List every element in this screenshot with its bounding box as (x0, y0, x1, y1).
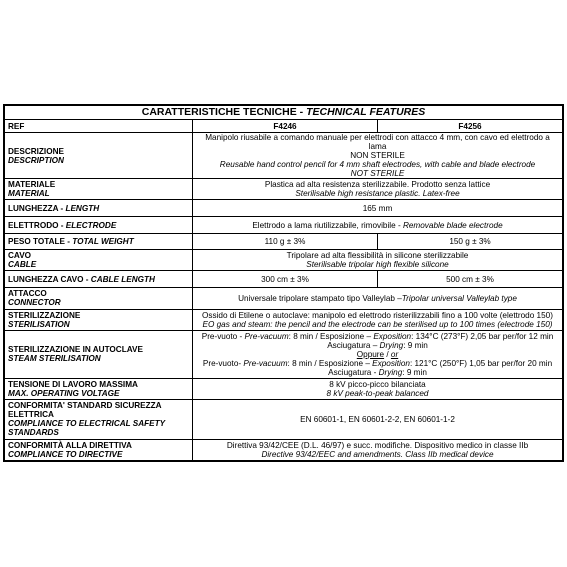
autoclave-drying-1: Asciugatura – Drying: 9 min (327, 340, 428, 350)
autoclave-row (5, 330, 563, 378)
sterilisation-label: STERILIZZAZIONE STERILISATION (5, 309, 193, 330)
cable-length-f4256: 500 cm ± 3% (378, 271, 563, 288)
cable-label: CAVO CABLE (5, 250, 193, 271)
voltage-label: TENSIONE DI LAVORO MASSIMA MAX. OPERATING VOLTAGE (5, 378, 193, 399)
weight-f4256: 150 g ± 3% (378, 234, 563, 250)
connector-label: ATTACCO CONNECTOR (5, 288, 193, 309)
model-f4246: F4246 (193, 120, 378, 133)
safety-row (5, 399, 563, 439)
cable-length-row (5, 271, 563, 288)
safety-value: EN 60601-1, EN 60601-2-2, EN 60601-1-2 (193, 399, 563, 439)
cable-length-label: LUNGHEZZA CAVO - CABLE LENGTH (5, 271, 193, 288)
length-value: 165 mm (193, 200, 563, 217)
directive-value: Direttiva 93/42/CEE (D.L. 46/97) e succ. modifiche. Dispositivo medico in classe IIb Directive 93/42/EEC and amendments. Class IIb medical device (193, 439, 563, 460)
electrode-value: Elettrodo a lama riutilizzabile, rimovibile - Removable blade electrode (193, 217, 563, 234)
cable-row (5, 250, 563, 271)
voltage-row (5, 378, 563, 399)
material-label: MATERIALE MATERIAL (5, 179, 193, 200)
description-row (5, 133, 563, 179)
title-row (5, 106, 563, 120)
table-title: CARATTERISTICHE TECNICHE - TECHNICAL FEATURES (5, 106, 563, 120)
description-label: DESCRIZIONE DESCRIPTION (5, 133, 193, 179)
technical-features-table (4, 105, 563, 461)
material-value: Plastica ad alta resistenza sterilizzabile. Prodotto senza lattice Sterilisable high resistance plastic. Latex-free (193, 179, 563, 200)
cable-length-f4246: 300 cm ± 3% (193, 271, 378, 288)
directive-label: CONFORMITÀ ALLA DIRETTIVA COMPLIANCE TO DIRECTIVE (5, 439, 193, 460)
weight-row (5, 234, 563, 250)
model-f4256: F4256 (378, 120, 563, 133)
material-row (5, 179, 563, 200)
title-italian: CARATTERISTICHE TECNICHE (141, 106, 297, 119)
autoclave-cycle-2: Pre-vuoto- Pre-vacuum: 8 min / Esposizione – Exposition: 121°C (250°F) 1,05 bar per/for 20 min (202, 358, 553, 368)
autoclave-label: STERILIZZAZIONE IN AUTOCLAVE STEAM STERILISATION (5, 330, 193, 378)
safety-label: CONFORMITA' STANDARD SICUREZZA ELETTRICA COMPLIANCE TO ELECTRICAL SAFETY STANDARDS (5, 399, 193, 439)
weight-f4246: 110 g ± 3% (193, 234, 378, 250)
connector-row (5, 288, 563, 309)
title-english: TECHNICAL FEATURES (306, 106, 426, 119)
ref-row (5, 120, 563, 133)
cable-value: Tripolare ad alta flessibilità in silicone sterilizzabile Sterilisable tripolar high flexible silicone (193, 250, 563, 271)
description-value: Manipolo riusabile a comando manuale per elettrodi con attacco 4 mm, con cavo ed elettrodo a lama NON STERILE Reusable hand control pencil for 4 mm shaft electrodes, with cable and blade electrode NOT STERILE (193, 133, 563, 179)
electrode-label: ELETTRODO - ELECTRODE (5, 217, 193, 234)
directive-row (5, 439, 563, 460)
autoclave-value (193, 330, 563, 378)
autoclave-drying-2: Asciugatura - Drying: 9 min (328, 367, 427, 377)
weight-label: PESO TOTALE - TOTAL WEIGHT (5, 234, 193, 250)
length-label: LUNGHEZZA - LENGTH (5, 200, 193, 217)
technical-features-table-frame (3, 104, 564, 462)
length-row (5, 200, 563, 217)
electrode-row (5, 217, 563, 234)
autoclave-or: Oppure / or (356, 349, 399, 359)
voltage-value: 8 kV picco-picco bilanciata 8 kV peak-to-peak balanced (193, 378, 563, 399)
sterilisation-value: Ossido di Etilene o autoclave: manipolo ed elettrodo risterilizzabili fino a 100 volte (elettrodo 150) EO gas and steam: the pencil and the electrode can be sterilised up to 100 times (electrode 150) (193, 309, 563, 330)
connector-value: Universale tripolare stampato tipo Valleylab –Tripolar universal Valleylab type (193, 288, 563, 309)
sterilisation-row (5, 309, 563, 330)
autoclave-cycle-1: Pre-vuoto - Pre-vacuum: 8 min / Esposizione – Exposition: 134°C (273°F) 2,05 bar per/for 12 min (201, 331, 554, 341)
ref-label: REF (5, 120, 193, 133)
